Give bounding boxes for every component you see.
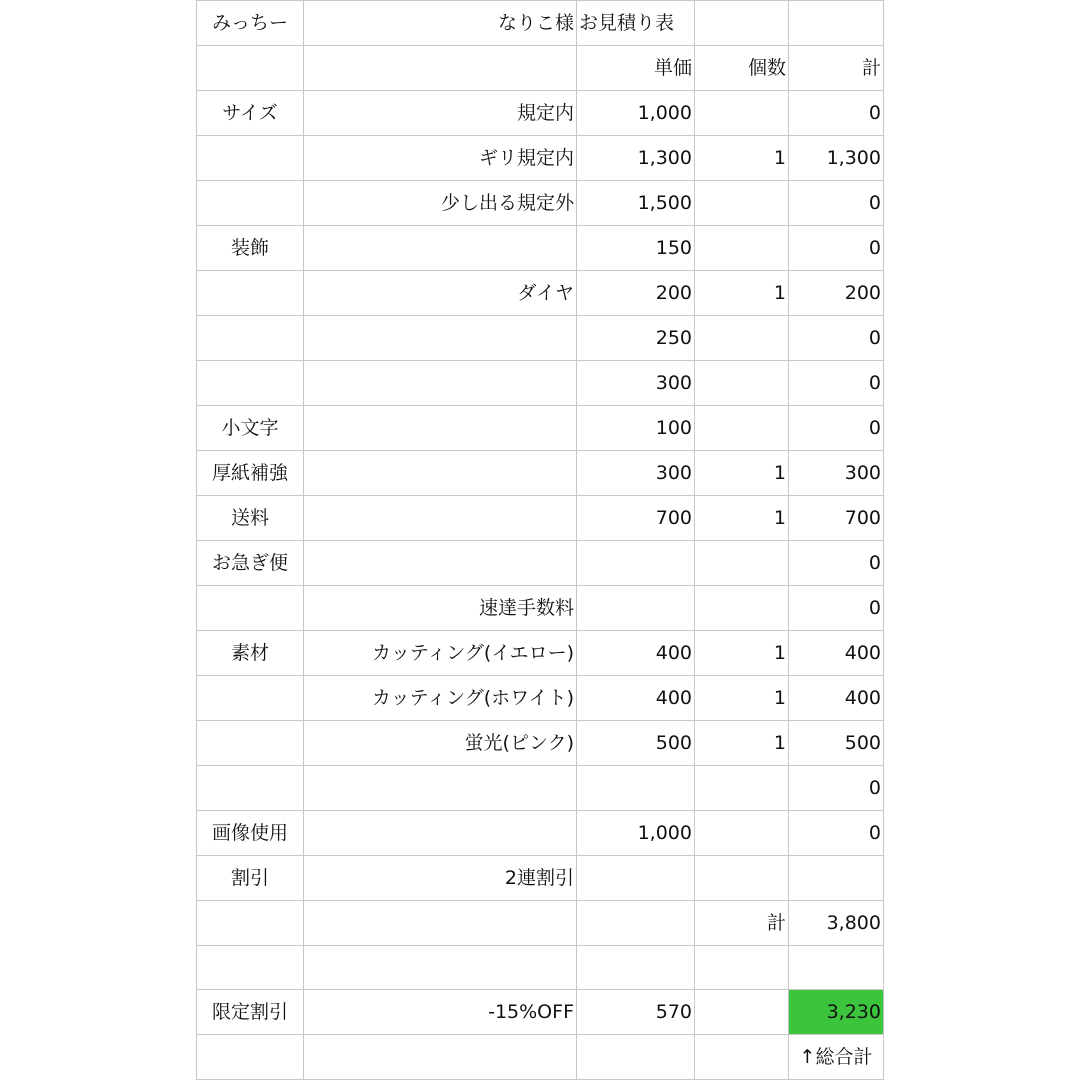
item-name[interactable] [304,316,577,361]
item-name[interactable] [304,811,577,856]
cell[interactable] [789,946,884,990]
cell[interactable] [577,901,695,946]
table-row [197,766,884,811]
cell[interactable] [577,946,695,990]
subtotal-value[interactable]: 3,800 [789,901,884,946]
cell[interactable] [304,1035,577,1080]
grand-total-label[interactable]: ↑総合計 [789,1035,884,1080]
table-row [197,226,884,271]
line-total[interactable]: 0 [789,541,884,586]
item-name[interactable]: カッティング(ホワイト) [304,676,577,721]
line-total[interactable]: 300 [789,451,884,496]
unit-price[interactable] [577,586,695,631]
quantity[interactable] [695,361,789,406]
line-total[interactable]: 0 [789,91,884,136]
item-name[interactable]: ギリ規定内 [304,136,577,181]
header-unit-price[interactable]: 単価 [577,46,695,91]
unit-price[interactable]: 1,500 [577,181,695,226]
quantity[interactable] [695,406,789,451]
cell[interactable] [695,1035,789,1080]
unit-price[interactable]: 500 [577,721,695,766]
table-row [197,856,884,901]
subtotal-label[interactable]: 計 [695,901,789,946]
discount-rate[interactable]: -15%OFF [304,990,577,1035]
cell[interactable] [789,1,884,46]
line-total[interactable]: 700 [789,496,884,541]
table-row [197,136,884,181]
header-total[interactable]: 計 [789,46,884,91]
category-label[interactable]: お急ぎ便 [197,541,304,586]
unit-price[interactable]: 300 [577,361,695,406]
item-name[interactable]: 少し出る規定外 [304,181,577,226]
cell[interactable] [197,1035,304,1080]
customer-name[interactable]: みっちー [197,1,304,46]
unit-price[interactable]: 1,300 [577,136,695,181]
table-row [197,1,884,46]
cell[interactable] [304,901,577,946]
unit-price[interactable]: 250 [577,316,695,361]
quantity[interactable] [695,316,789,361]
category-label[interactable] [197,316,304,361]
item-name[interactable]: 規定内 [304,91,577,136]
unit-price[interactable]: 150 [577,226,695,271]
table-row [197,451,884,496]
table-row [197,1035,884,1080]
quantity[interactable] [695,91,789,136]
category-label[interactable]: 素材 [197,631,304,676]
line-total[interactable]: 400 [789,631,884,676]
unit-price[interactable]: 400 [577,676,695,721]
category-label[interactable] [197,361,304,406]
quantity[interactable] [695,181,789,226]
line-total[interactable]: 0 [789,181,884,226]
item-name[interactable] [304,406,577,451]
quantity[interactable] [695,856,789,901]
category-label[interactable]: 送料 [197,496,304,541]
table-row [197,586,884,631]
category-label[interactable] [197,586,304,631]
sheet-title[interactable]: お見積り表 [577,1,695,46]
quantity[interactable]: 1 [695,271,789,316]
cell[interactable] [197,46,304,91]
item-name[interactable] [304,766,577,811]
line-total[interactable]: 500 [789,721,884,766]
cell[interactable] [304,946,577,990]
line-total[interactable]: 0 [789,316,884,361]
category-label[interactable] [197,676,304,721]
unit-price[interactable] [577,766,695,811]
quantity[interactable]: 1 [695,136,789,181]
item-name[interactable] [304,226,577,271]
quantity[interactable] [695,541,789,586]
quantity[interactable] [695,811,789,856]
item-name[interactable]: 蛍光(ピンク) [304,721,577,766]
item-name[interactable]: カッティング(イエロー) [304,631,577,676]
table-row [197,181,884,226]
table-row [197,361,884,406]
estimate-table [196,0,884,1080]
header-quantity[interactable]: 個数 [695,46,789,91]
cell[interactable] [695,990,789,1035]
line-total[interactable]: 0 [789,406,884,451]
category-label[interactable] [197,271,304,316]
category-label[interactable]: 限定割引 [197,990,304,1035]
cell[interactable] [197,901,304,946]
table-row [197,631,884,676]
quantity[interactable]: 1 [695,676,789,721]
quantity[interactable]: 1 [695,451,789,496]
item-name[interactable] [304,496,577,541]
unit-price[interactable]: 1,000 [577,91,695,136]
cell[interactable] [197,946,304,990]
category-label[interactable]: 画像使用 [197,811,304,856]
table-row [197,541,884,586]
item-name[interactable]: 速達手数料 [304,586,577,631]
table-row [197,406,884,451]
table-row [197,811,884,856]
table-row [197,946,884,990]
table-row [197,721,884,766]
item-name[interactable] [304,361,577,406]
table-row [197,271,884,316]
line-total[interactable]: 0 [789,586,884,631]
line-total[interactable]: 400 [789,676,884,721]
grand-total-value[interactable]: 3,230 [789,990,884,1035]
category-label[interactable]: サイズ [197,91,304,136]
table-row [197,676,884,721]
cell[interactable] [695,946,789,990]
line-total[interactable]: 0 [789,361,884,406]
cell[interactable] [577,1035,695,1080]
discount-amount[interactable]: 570 [577,990,695,1035]
unit-price[interactable] [577,541,695,586]
quantity[interactable]: 1 [695,631,789,676]
unit-price[interactable] [577,856,695,901]
quantity[interactable] [695,766,789,811]
category-label[interactable] [197,721,304,766]
line-total[interactable]: 1,300 [789,136,884,181]
cell[interactable] [695,1,789,46]
table-row [197,316,884,361]
table-row [197,91,884,136]
table-row [197,46,884,91]
line-total[interactable]: 0 [789,766,884,811]
recipient-name[interactable]: なりこ様 [304,1,577,46]
item-name[interactable]: 2連割引 [304,856,577,901]
table-row [197,901,884,946]
unit-price[interactable]: 200 [577,271,695,316]
category-label[interactable] [197,181,304,226]
category-label[interactable] [197,766,304,811]
item-name[interactable]: ダイヤ [304,271,577,316]
category-label[interactable]: 小文字 [197,406,304,451]
line-total[interactable] [789,856,884,901]
unit-price[interactable]: 300 [577,451,695,496]
category-label[interactable] [197,136,304,181]
category-label[interactable]: 割引 [197,856,304,901]
line-total[interactable]: 0 [789,226,884,271]
unit-price[interactable]: 100 [577,406,695,451]
quantity[interactable]: 1 [695,721,789,766]
item-name[interactable] [304,451,577,496]
quantity[interactable] [695,586,789,631]
unit-price[interactable]: 1,000 [577,811,695,856]
line-total[interactable]: 200 [789,271,884,316]
category-label[interactable]: 厚紙補強 [197,451,304,496]
unit-price[interactable]: 700 [577,496,695,541]
item-name[interactable] [304,541,577,586]
unit-price[interactable]: 400 [577,631,695,676]
quantity[interactable]: 1 [695,496,789,541]
table-row [197,496,884,541]
category-label[interactable]: 装飾 [197,226,304,271]
line-total[interactable]: 0 [789,811,884,856]
table-row [197,990,884,1035]
quantity[interactable] [695,226,789,271]
cell[interactable] [304,46,577,91]
